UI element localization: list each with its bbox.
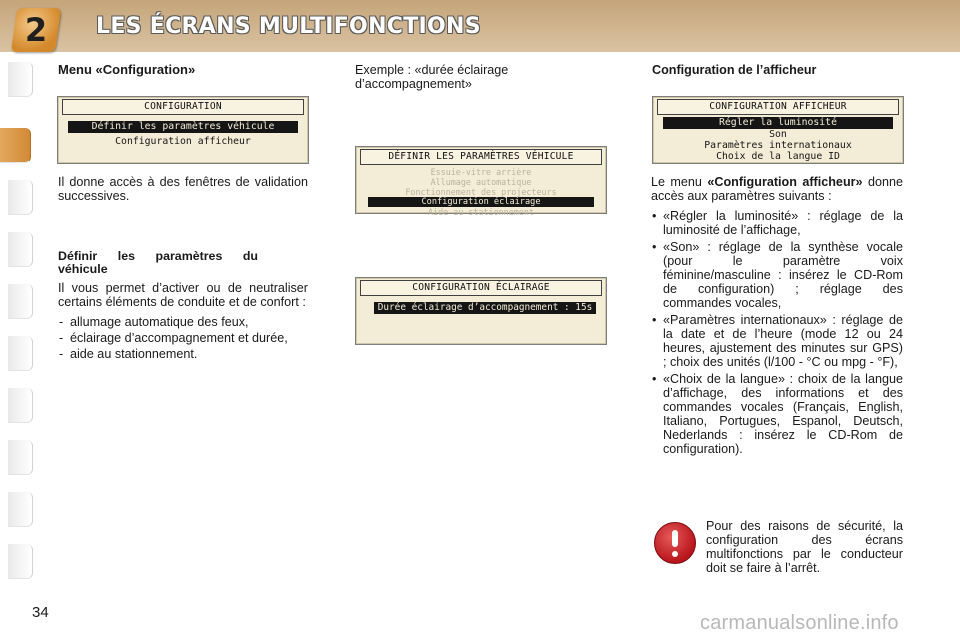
sub-title: Définir les paramètres du véhicule [58, 249, 258, 276]
lcd-screen-configuration [57, 96, 309, 164]
page-number: 34 [32, 604, 49, 621]
chapter-tab-active[interactable] [0, 128, 31, 163]
display-config-title [652, 63, 902, 77]
lcd-item-selected: Configuration éclairage [368, 197, 594, 207]
lcd-title: CONFIGURATION ÉCLAIRAGE [360, 280, 602, 296]
lcd-item-selected: Régler la luminosité [663, 117, 893, 129]
lcd-item: Fonctionnement des projecteurs [405, 187, 557, 197]
list-item: • «Paramètres internationaux» : réglage de la date et de l’heure (mode 12 ou 24 heures, ajustement des minutes sur GPS) ; choix des unités (l/100 - °C ou mpg - °F), [651, 313, 903, 369]
lcd-item-selected: Durée éclairage d’accompagnement : 15s [374, 302, 596, 314]
chapter-tabs [0, 62, 34, 582]
lcd-item-selected: Définir les paramètres véhicule [68, 121, 298, 133]
lcd-title: CONFIGURATION AFFICHEUR [657, 99, 899, 115]
intro-bold: «Configuration afficheur» [707, 175, 863, 189]
lcd-item: Paramètres internationaux [704, 140, 852, 151]
example-caption [355, 63, 605, 91]
lcd-item: Son [769, 129, 787, 140]
lcd-item: Essuie-vitre arrière [430, 167, 532, 177]
lcd-title: CONFIGURATION [62, 99, 304, 115]
vehicle-params-section [58, 250, 308, 363]
chapter-number: 2 [24, 11, 48, 49]
list-item: - allumage automatique des feux, [58, 315, 308, 329]
example-text: Exemple : «durée éclairage d’accompagnement» [355, 63, 509, 91]
warning-icon [654, 522, 696, 564]
lcd-screen-display-config [652, 96, 904, 164]
chapter-tab[interactable] [8, 440, 33, 475]
lcd-item: Configuration afficheur [115, 136, 251, 147]
chapter-tab[interactable] [8, 232, 33, 267]
intro-pre: Le menu [651, 175, 708, 189]
feature-list [58, 315, 308, 361]
chapter-tab[interactable] [8, 336, 33, 371]
chapter-tab[interactable] [8, 388, 33, 423]
section-title: Configuration de l’afficheur [652, 63, 817, 77]
lcd-screen-vehicle-params [355, 146, 607, 217]
warning-text: Pour des raisons de sécurité, la configuration des écrans multifonctions par le conducteur doit se faire à l’arrêt. [706, 519, 903, 575]
intro-text [651, 175, 903, 203]
section-title: Menu «Configuration» [58, 62, 196, 77]
column-configuration-menu-body [58, 175, 308, 203]
lcd-item: Aide au stationnement [428, 207, 534, 217]
parameter-list [651, 209, 903, 456]
list-item: • «Choix de la langue» : choix de la langue d’affichage, des informations et des commandes vocales (Français, English, Italiano, Portugues, Espanol, Deutsch, Nederlands : insérez le CD-Rom de configuration). [651, 372, 903, 456]
chapter-tab[interactable] [8, 492, 33, 527]
intro-post: donne accès aux paramètres suivants : [651, 175, 903, 203]
lcd-screen-lighting-config [355, 277, 607, 345]
list-item: • «Son» : réglage de la synthèse vocale (pour le paramètre voix féminine/masculine : insérez le CD-Rom de configuration) ; réglage des commandes vocales, [651, 240, 903, 310]
list-item: - aide au stationnement. [58, 347, 308, 361]
intro-text: Il donne accès à des fenêtres de validation successives. [58, 175, 308, 203]
list-item: - éclairage d’accompagnement et durée, [58, 331, 308, 345]
chapter-tab[interactable] [8, 284, 33, 319]
watermark: carmanualsonline.info [700, 612, 899, 634]
list-item: • «Régler la luminosité» : réglage de la luminosité de l’affichage, [651, 209, 903, 237]
page-title: LES ÉCRANS MULTIFONCTIONS [96, 14, 481, 39]
chapter-tab[interactable] [8, 180, 33, 215]
lcd-item: Choix de la langue ID [716, 151, 840, 162]
display-config-body [651, 175, 903, 459]
safety-warning [706, 519, 903, 575]
chapter-tab[interactable] [8, 544, 33, 579]
chapter-tab[interactable] [8, 62, 33, 97]
body-text: Il vous permet d’activer ou de neutraliser certains éléments de conduite et de confort : [58, 281, 308, 309]
lcd-title: DÉFINIR LES PARAMÈTRES VÉHICULE [360, 149, 602, 165]
lcd-item: Allumage automatique [430, 177, 532, 187]
column-configuration-menu [58, 63, 308, 77]
